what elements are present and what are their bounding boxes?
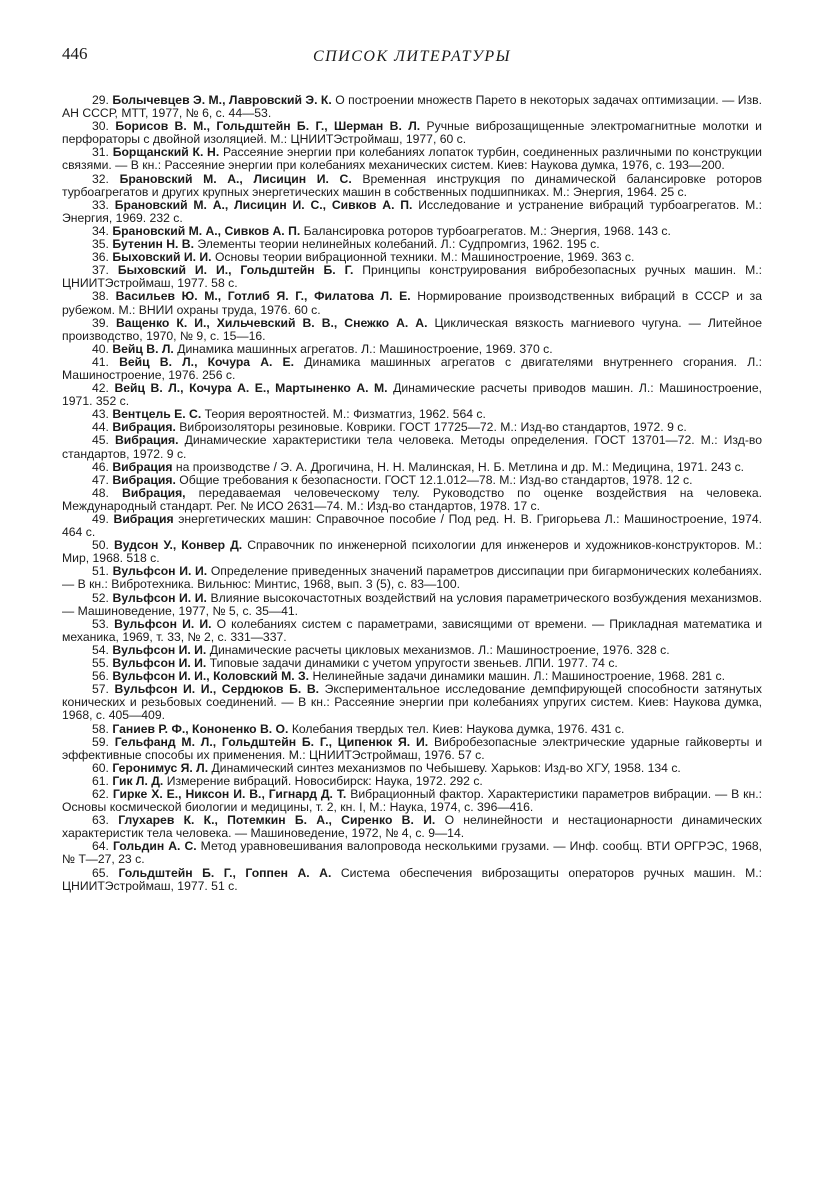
- reference-authors: Ганиев Р. Ф., Кононенко В. О.: [112, 721, 289, 736]
- reference-authors: Глухарев К. К., Потемкин Б. А., Сиренко В. И.: [118, 813, 436, 828]
- reference-authors: Вибрация.: [112, 420, 176, 435]
- reference-authors: Вибрация.: [115, 433, 179, 448]
- reference-entry: [62, 290, 762, 316]
- reference-authors: Гольдин А. С.: [112, 839, 197, 854]
- reference-text: О построении множеств Парето в некоторых задачах оптимизации. — Изв. АН СССР, МТТ, 1977, № 6, с. 44—53.: [62, 93, 762, 121]
- reference-entry: [62, 513, 762, 539]
- reference-authors: Брановский М. А., Лисицин И. С., Сивков А. П.: [114, 197, 413, 212]
- reference-number: 49.: [92, 512, 109, 526]
- reference-authors: Вудсон У., Конвер Д.: [113, 538, 243, 553]
- reference-number: 35.: [92, 237, 109, 252]
- running-title: СПИСОК ЛИТЕРАТУРЫ: [312, 48, 512, 65]
- reference-number: 36.: [92, 250, 109, 265]
- reference-entry: [62, 173, 762, 199]
- reference-number: 52.: [92, 590, 109, 605]
- reference-entry: [62, 146, 762, 172]
- reference-authors: Вульфсон И. И.: [112, 564, 208, 579]
- reference-text: Типовые задачи динамики с учетом упругости звеньев. ЛПИ. 1977. 74 с.: [209, 656, 618, 671]
- reference-entry: [62, 539, 762, 565]
- reference-authors: Геронимус Я. Л.: [112, 760, 209, 775]
- reference-text: Циклическая вязкость магниевого чугуна. — Литейное производство, 1970, № 9, с. 15—16.: [62, 315, 763, 343]
- reference-number: 59.: [92, 734, 109, 749]
- reference-authors: Вибрация: [112, 459, 173, 474]
- reference-authors: Борщанский К. Н.: [112, 145, 220, 160]
- reference-number: 64.: [92, 839, 109, 854]
- reference-authors: Брановский М. А., Лисицин И. С.: [119, 171, 352, 186]
- reference-number: 33.: [92, 197, 109, 212]
- reference-number: 60.: [92, 760, 109, 775]
- reference-number: 41.: [92, 354, 109, 369]
- reference-text: Ручные виброзащищенные электромагнитные молотки и перфораторы с двойной изоляцией. М.: ЦНИИТЭстроймаш, 1977, 60 с.: [62, 119, 762, 147]
- reference-number: 65.: [92, 865, 109, 880]
- reference-number: 63.: [92, 813, 109, 828]
- reference-entry: [62, 434, 762, 460]
- reference-authors: Бутенин Н. В.: [112, 237, 194, 252]
- reference-authors: Гирке Х. Е., Никсон И. В., Гигнард Д. Т.: [112, 786, 347, 801]
- reference-text: Динамические расчеты цикловых механизмов. Л.: Машиностроение, 1976. 328 с.: [209, 642, 670, 657]
- reference-number: 40.: [92, 341, 109, 356]
- reference-text: Временная инструкция по динамической балансировке роторов турбоагрегатов и других крупных энергетических машин в собственных подшипниках. М.: Энергия, 1964. 25 с.: [62, 171, 763, 199]
- reference-list: [62, 94, 762, 893]
- reference-entry: [62, 356, 762, 382]
- reference-entry: [62, 264, 762, 290]
- reference-number: 44.: [92, 420, 109, 435]
- reference-text: Виброизоляторы резиновые. Коврики. ГОСТ 17725—72. М.: Изд-во стандартов, 1972. 9 с.: [179, 420, 687, 435]
- reference-text: Система обеспечения виброзащиты операторов ручных машин. М.: ЦНИИТЭстроймаш, 1977. 51 с.: [62, 865, 763, 893]
- page-number: 446: [62, 44, 88, 63]
- reference-entry: [62, 618, 762, 644]
- reference-text: Теория вероятностей. М.: Физматгиз, 1962. 564 с.: [204, 407, 486, 422]
- reference-authors: Вейц В. Л., Кочура А. Е., Мартыненко А. М.: [114, 381, 388, 396]
- reference-entry: [62, 867, 762, 893]
- reference-text: О колебаниях систем с параметрами, зависящими от времени. — Прикладная математика и механика, 1969, т. 33, № 2, с. 331—337.: [62, 616, 762, 644]
- reference-text: Справочник по инженерной психологии для инженеров и художников-конструкторов. М.: Мир, 1968. 518 с.: [62, 538, 763, 566]
- reference-authors: Быховский И. И.: [112, 250, 212, 265]
- reference-entry: [62, 487, 762, 513]
- reference-text: Вибрационный фактор. Характеристики параметров вибрации. — В кн.: Основы космической биологии и медицины, т. 2, кн. I, М.: Наука, 1974, с. 396—416.: [62, 786, 762, 815]
- reference-authors: Вейц В. Л., Кочура А. Е.: [119, 354, 295, 369]
- reference-entry: [62, 683, 762, 722]
- reference-text: Динамический синтез механизмов по Чебышеву. Харьков: Изд-во ХГУ, 1958. 134 с.: [211, 760, 681, 775]
- reference-authors: Вульфсон И. И.: [112, 642, 207, 657]
- reference-authors: Вентцель Е. С.: [112, 407, 202, 422]
- reference-text: Метод уравновешивания валопровода несколькими грузами. — Инф. сообщ. ВТИ ОРГРЭС, 1968, № Т—27, 23 с.: [62, 839, 763, 867]
- reference-number: 47.: [92, 472, 109, 487]
- reference-text: Динамика машинных агрегатов. Л.: Машиностроение, 1969. 370 с.: [177, 341, 553, 356]
- reference-authors: Болычевцев Э. М., Лавровский Э. К.: [112, 93, 332, 107]
- reference-number: 32.: [92, 171, 109, 186]
- reference-authors: Гольдштейн Б. Г., Гоппен А. А.: [118, 865, 332, 880]
- reference-authors: Вибрация: [113, 512, 174, 526]
- reference-number: 48.: [92, 485, 109, 500]
- reference-text: Рассеяние энергии при колебаниях лопаток турбин, соединенных различными по конструкции связями. — В кн.: Рассеяние энергии при колебаниях механических систем. Киев: Наукова думка, 1976, с. 193—200.: [62, 145, 762, 173]
- reference-number: 45.: [92, 433, 109, 448]
- reference-authors: Ващенко К. И., Хильчевский В. В., Снежко А. А.: [115, 315, 428, 330]
- reference-text: Вибробезопасные электрические ударные гайковерты и эффективные способы их применения. М.: ЦНИИТЭстроймаш, 1976. 57 с.: [62, 734, 762, 762]
- reference-entry: [62, 736, 762, 762]
- reference-text: Балансировка роторов турбоагрегатов. М.: Энергия, 1968. 143 с.: [303, 223, 671, 238]
- reference-text: передаваемая человеческому телу. Руководство по оценке воздействия на человека. Международный стандарт. Рег. № ИСО 2631—74. М.: Изд-во стандартов, 1978. 17 с.: [62, 485, 762, 513]
- reference-authors: Вульфсон И. И., Коловский М. З.: [112, 669, 310, 684]
- reference-number: 39.: [92, 315, 109, 330]
- reference-number: 42.: [92, 381, 109, 396]
- reference-entry: [62, 788, 762, 814]
- reference-entry: [62, 199, 762, 225]
- reference-number: 38.: [92, 289, 109, 304]
- reference-authors: Борисов В. М., Гольдштейн Б. Г., Шерман В. Л.: [115, 119, 421, 134]
- reference-text: энергетических машин: Справочное пособие / Под ред. Н. В. Григорьева Л.: Машиностроение, 1974. 464 с.: [62, 512, 762, 540]
- reference-text: Элементы теории нелинейных колебаний. Л.: Судпромгиз, 1962. 195 с.: [197, 237, 600, 252]
- reference-text: Нелинейные задачи динамики машин. Л.: Машиностроение, 1968. 281 с.: [312, 669, 725, 684]
- reference-number: 31.: [92, 145, 109, 160]
- reference-text: Влияние высокочастотных воздействий на условия параметрического возбуждения механизмов. — Машиноведение, 1977, № 5, с. 35—41.: [62, 590, 762, 618]
- reference-number: 30.: [92, 119, 109, 134]
- reference-text: Динамические расчеты приводов машин. Л.: Машиностроение, 1971. 352 с.: [62, 381, 762, 409]
- reference-number: 50.: [92, 538, 109, 553]
- reference-entry: [62, 840, 762, 866]
- reference-authors: Васильев Ю. М., Готлиб Я. Г., Филатова Л. Е.: [115, 289, 411, 304]
- reference-authors: Вибрация.: [112, 472, 176, 487]
- reference-authors: Быховский И. И., Гольдштейн Б. Г.: [117, 263, 354, 278]
- reference-text: Нормирование производственных вибраций в СССР и за рубежом. М.: ВНИИ охраны труда, 1976. 60 с.: [62, 289, 762, 317]
- reference-entry: [62, 565, 762, 591]
- reference-text: Принципы конструирования вибробезопасных ручных машин. М.: ЦНИИТЭстроймаш, 1977. 58 с.: [62, 263, 762, 291]
- reference-number: 37.: [92, 263, 109, 278]
- reference-text: Определение приведенных значений параметров диссипации при бигармонических колебаниях. — В кн.: Вибротехника. Вильнюс: Минтис, 1968, вып. 3 (5), с. 83—100.: [62, 564, 762, 592]
- reference-entry: [62, 120, 762, 146]
- reference-number: 29.: [92, 93, 109, 107]
- reference-authors: Вульфсон И. И.: [114, 616, 212, 631]
- reference-text: на производстве / Э. А. Дрогичина, Н. Н. Малинская, Н. Б. Метлина и др. М.: Медицина, 1971. 243 с.: [175, 459, 745, 474]
- reference-text: Динамика машинных агрегатов с двигателями внутреннего сгорания. Л.: Машиностроение, 1976. 256 с.: [62, 354, 762, 382]
- reference-number: 54.: [92, 642, 109, 657]
- reference-number: 46.: [92, 459, 109, 474]
- reference-number: 62.: [92, 786, 109, 801]
- reference-entry: [62, 317, 762, 343]
- reference-authors: Вибрация,: [122, 485, 186, 500]
- reference-number: 43.: [92, 407, 109, 422]
- reference-text: Общие требования к безопасности. ГОСТ 12.1.012—78. М.: Изд-во стандартов, 1978. 12 с.: [179, 472, 693, 487]
- reference-number: 56.: [92, 669, 109, 684]
- reference-text: Динамические характеристики тела человека. Методы определения. ГОСТ 13701—72. М.: Изд-во стандартов, 1972. 9 с.: [62, 433, 762, 461]
- reference-entry: [62, 814, 762, 840]
- reference-entry: [62, 592, 762, 618]
- reference-text: Основы теории вибрационной техники. М.: Машиностроение, 1969. 363 с.: [214, 250, 635, 265]
- reference-text: Измерение вибраций. Новосибирск: Наука, 1972. 292 с.: [166, 773, 483, 788]
- reference-authors: Гельфанд М. Л., Гольдштейн Б. Г., Ципенюк Я. И.: [114, 734, 429, 749]
- page-header: [62, 44, 762, 80]
- reference-number: 53.: [92, 616, 109, 631]
- reference-number: 34.: [92, 223, 109, 238]
- reference-number: 51.: [92, 564, 109, 579]
- reference-text: Исследование и устранение вибраций турбоагрегатов. М.: Энергия, 1969. 232 с.: [62, 197, 762, 225]
- reference-number: 58.: [92, 721, 109, 736]
- reference-text: Экспериментальное исследование демпфирующей способности затянутых конических и резьбовых соединений. — В кн.: Рассеяние энергии при колебаниях упругих систем. Киев: Наукова думка, 1968, с. 405—409.: [62, 682, 763, 723]
- reference-authors: Вульфсон И. И.: [112, 656, 207, 671]
- reference-authors: Брановский М. А., Сивков А. П.: [112, 223, 301, 238]
- reference-authors: Вульфсон И. И., Сердюков Б. В.: [114, 682, 320, 697]
- reference-number: 55.: [92, 656, 109, 671]
- reference-authors: Вульфсон И. И.: [112, 590, 207, 605]
- reference-number: 57.: [92, 682, 109, 697]
- reference-authors: Гик Л. Д.: [112, 773, 164, 788]
- reference-text: О нелинейности и нестационарности динамических характеристик тела человека. — Машиноведение, 1972, № 4, с. 9—14.: [62, 813, 763, 841]
- reference-entry: [62, 382, 762, 408]
- reference-number: 61.: [92, 773, 109, 788]
- reference-entry: [62, 94, 762, 120]
- reference-text: Колебания твердых тел. Киев: Наукова думка, 1976. 431 с.: [291, 721, 625, 736]
- reference-authors: Вейц В. Л.: [112, 341, 174, 356]
